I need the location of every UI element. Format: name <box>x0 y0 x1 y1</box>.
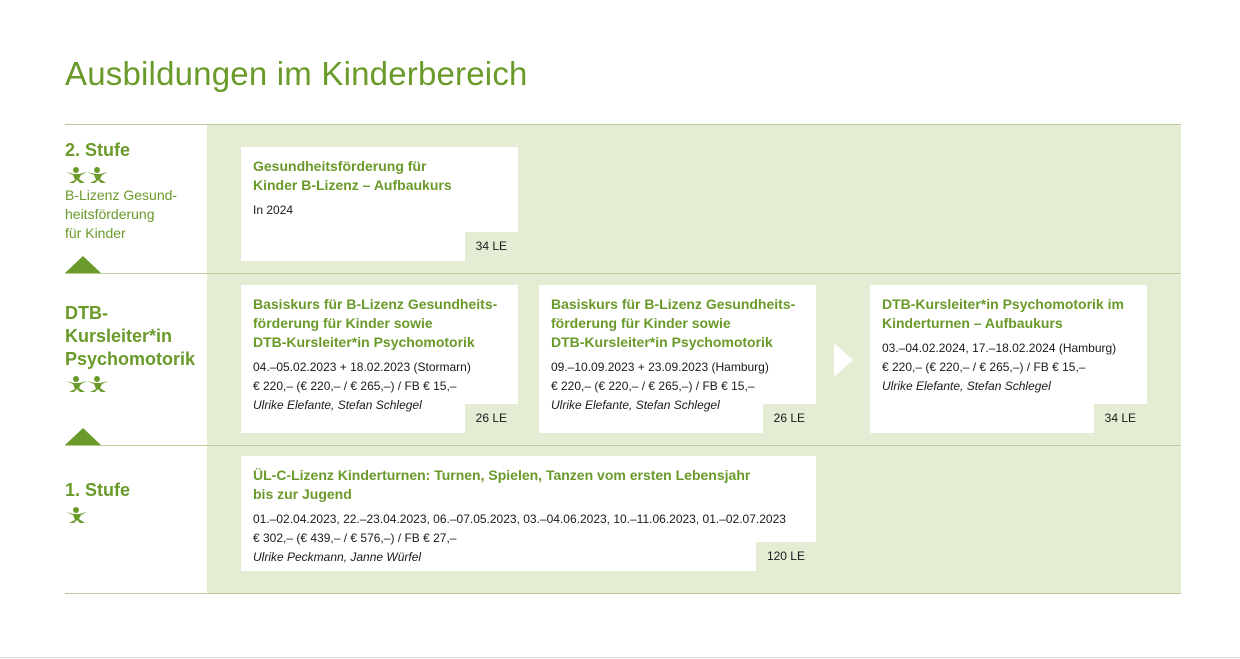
le-badge: 26 LE <box>465 404 518 433</box>
level-title: DTB- Kursleiter*in Psychomotorik <box>65 303 196 369</box>
course-price: € 302,– (€ 439,– / € 576,–) / FB € 27,– <box>253 531 457 545</box>
course-dates: 01.–02.04.2023, 22.–23.04.2023, 06.–07.05.2023, 03.–04.06.2023, 10.–11.06.2023, 01.–02.07.2023 <box>253 512 786 526</box>
le-badge: 26 LE <box>763 404 816 433</box>
course-card[interactable] <box>539 285 816 433</box>
course-price: € 220,– (€ 220,– / € 265,–) / FB € 15,– <box>882 360 1086 374</box>
course-trainers: Ulrike Elefante, Stefan Schlegel <box>551 398 720 412</box>
people-icon <box>65 506 89 524</box>
level-subtitle: B-Lizenz Gesund- heitsförderung für Kinder <box>65 187 178 241</box>
le-badge: 34 LE <box>1094 404 1147 433</box>
course-dates: 04.–05.02.2023 + 18.02.2023 (Stormarn) <box>253 360 471 374</box>
course-card[interactable] <box>241 147 518 261</box>
level-title: 1. Stufe <box>65 480 131 500</box>
course-card[interactable] <box>870 285 1147 433</box>
triangle-up-icon <box>65 256 101 273</box>
course-trainers: Ulrike Peckmann, Janne Würfel <box>253 550 422 564</box>
level-title: 2. Stufe <box>65 140 131 160</box>
course-info: In 2024 <box>253 203 294 217</box>
level-2-stufe <box>65 139 177 243</box>
people-icon <box>65 166 111 184</box>
page-title: Ausbildungen im Kinderbereich <box>65 55 528 92</box>
course-price: € 220,– (€ 220,– / € 265,–) / FB € 15,– <box>253 379 457 393</box>
arrow-right-icon <box>834 343 853 377</box>
course-title: Basiskurs für B-Lizenz Gesundheits- förderung für Kinder sowie DTB-Kursleiter*in Psychomotorik <box>253 296 498 350</box>
course-title: DTB-Kursleiter*in Psychomotorik im Kinderturnen – Aufbaukurs <box>882 296 1124 331</box>
course-card[interactable] <box>241 456 816 571</box>
le-badge: 34 LE <box>465 232 518 261</box>
course-dates: 09.–10.09.2023 + 23.09.2023 (Hamburg) <box>551 360 769 374</box>
le-badge: 120 LE <box>756 542 816 571</box>
course-dates: 03.–04.02.2024, 17.–18.02.2024 (Hamburg) <box>882 341 1117 355</box>
people-icon <box>65 375 111 393</box>
course-title: Basiskurs für B-Lizenz Gesundheits- förderung für Kinder sowie DTB-Kursleiter*in Psychomotorik <box>551 296 796 350</box>
course-title: ÜL-C-Lizenz Kinderturnen: Turnen, Spielen, Tanzen vom ersten Lebensjahr bis zur Jugend <box>253 467 751 502</box>
page-bottom-line <box>0 657 1240 658</box>
level-dtb <box>65 302 195 393</box>
level-1-stufe <box>65 479 130 524</box>
course-trainers: Ulrike Elefante, Stefan Schlegel <box>253 398 422 412</box>
divider-bottom <box>65 593 1181 594</box>
divider-row1 <box>65 273 1181 274</box>
course-card[interactable] <box>241 285 518 433</box>
course-title: Gesundheitsförderung für Kinder B-Lizenz – Aufbaukurs <box>253 158 452 193</box>
divider-top <box>65 124 1181 125</box>
divider-row2 <box>65 445 1181 446</box>
triangle-up-icon <box>65 428 101 445</box>
course-trainers: Ulrike Elefante, Stefan Schlegel <box>882 379 1051 393</box>
course-price: € 220,– (€ 220,– / € 265,–) / FB € 15,– <box>551 379 755 393</box>
